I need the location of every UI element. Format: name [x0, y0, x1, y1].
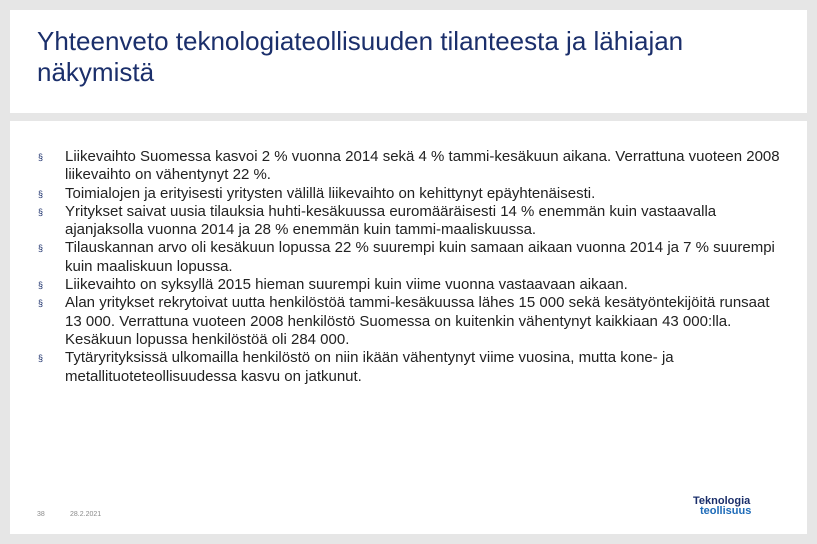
bullet-text: Alan yritykset rekrytoivat uutta henkilöstöä tammi-kesäkuussa lähes 15 000 sekä kesätyöntekijöitä runsaat 13 000. Verrattuna vuoteen 2008 henkilöstö Suomessa on kuitenkin vähentynyt kaikkiaan 43 000:lla. Kesäkuun lopussa henkilöstöä oli 284 000.	[65, 294, 770, 348]
slide-date: 28.2.2021	[70, 511, 102, 518]
bullet-marker-icon: §	[38, 243, 44, 254]
title-panel	[10, 10, 807, 113]
bullet-marker-icon: §	[38, 298, 44, 309]
bullet-item	[38, 239, 788, 276]
bullet-text: Tilauskannan arvo oli kesäkuun lopussa 22 % suurempi kuin samaan aikaan vuonna 2014 ja 7 % suurempi kuin maaliskuun lopussa.	[65, 239, 775, 275]
bullet-marker-icon: §	[38, 353, 44, 364]
bullet-item	[38, 185, 788, 203]
bullet-text: Tytäryrityksissä ulkomailla henkilöstö on niin ikään vähentynyt viime vuosina, mutta kone- ja metallituoteteollisuudessa kasvu on jatkunut.	[65, 349, 674, 385]
bullet-text: Liikevaihto on syksyllä 2015 hieman suurempi kuin viime vuonna vastaavaan aikaan.	[65, 276, 628, 294]
bullet-marker-icon: §	[38, 152, 44, 162]
bullet-text: Toimialojen ja erityisesti yritysten välillä liikevaihto on kehittynyt epäyhtenäisesti.	[65, 184, 596, 202]
bullet-item	[38, 276, 788, 294]
logo-text-line1: Teknologia	[693, 495, 751, 507]
bullet-item	[38, 349, 788, 386]
bullet-item	[38, 203, 788, 240]
bullet-item	[38, 294, 788, 349]
bullet-marker-icon: §	[38, 188, 44, 199]
page-number: 38	[37, 511, 45, 518]
content-panel	[10, 121, 807, 534]
teknologiateollisuus-logo	[693, 495, 783, 517]
slide-title: Yhteenveto teknologiateollisuuden tilanteesta ja lähiajan näkymistä	[37, 26, 684, 87]
bullet-marker-icon: §	[38, 206, 44, 217]
bullet-marker-icon: §	[38, 280, 44, 291]
logo-text-line2: teollisuus	[700, 505, 752, 517]
bullet-list	[38, 148, 788, 386]
bullet-text: Yritykset saivat uusia tilauksia huhti-kesäkuussa euromääräisesti 14 % enemmän kuin vastaavalla ajanjaksolla vuonna 2014 ja 28 % enemmän kuin tammi-maaliskuussa.	[65, 202, 717, 239]
bullet-item	[38, 148, 788, 185]
bullet-text: Liikevaihto Suomessa kasvoi 2 % vuonna 2014 sekä 4 % tammi-kesäkuun aikana. Verrattuna vuoteen 2008 liikevaihto on vähentynyt 22 %.	[65, 148, 780, 184]
